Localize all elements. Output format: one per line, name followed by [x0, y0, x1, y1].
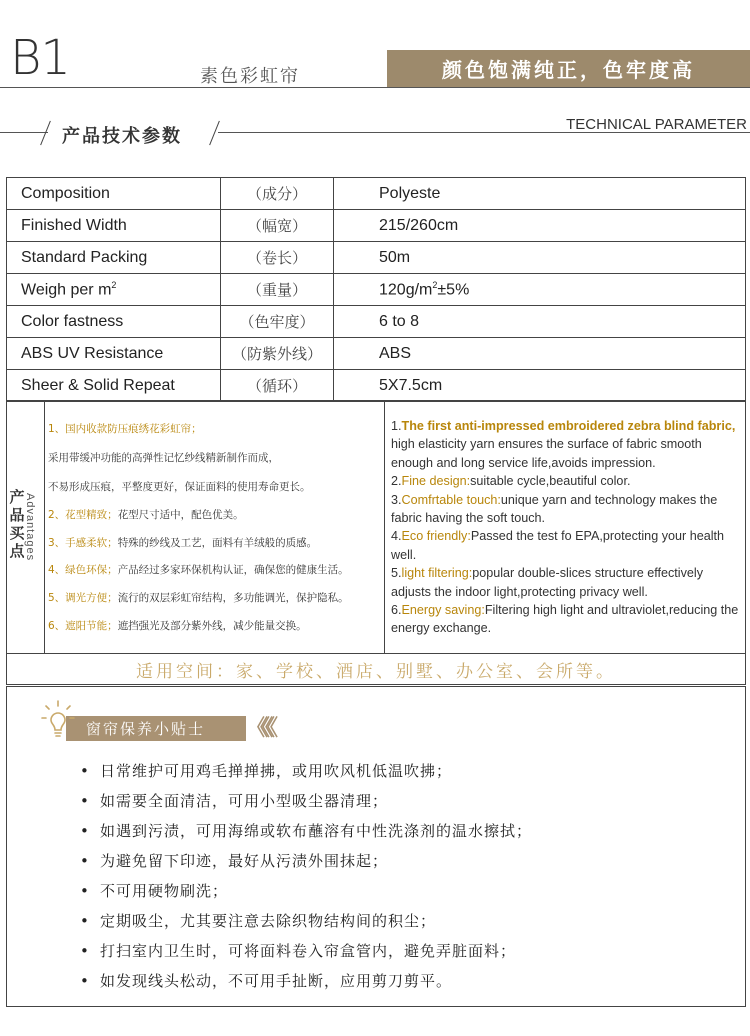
care-tip-item: • 为避免留下印迹，最好从污渍外围抹起；	[78, 846, 532, 876]
parameter-row	[7, 242, 746, 274]
parameter-row	[7, 306, 746, 338]
advantage-cn-item: 4、绿色环保；产品经过多家环保机构认证，确保您的健康生活。	[48, 564, 349, 576]
parameter-name: Sheer & Solid Repeat	[7, 370, 221, 402]
advantage-en-item: 1.The first anti-impressed embroidered zebra blind fabric, high elasticity yarn ensures the surface of fabric smooth enough and long service life,avoids impression.	[391, 419, 736, 470]
advantage-cn-item: 5、调光方便；流行的双层彩虹帘结构，多功能调光，保护隐私。	[48, 592, 349, 604]
section-slash	[40, 121, 51, 145]
parameter-name-cn: （重量）	[221, 274, 334, 306]
advantages-divider	[384, 400, 385, 654]
parameter-name: Weigh per $m^2$	[7, 274, 221, 306]
advantage-cn-item: 3、手感柔软；特殊的纱线及工艺，面料有羊绒般的质感。	[48, 537, 318, 549]
parameter-value: 50m	[334, 242, 746, 274]
advantage-en-item: 6.Energy saving:Filtering high light and ultraviolet,reducing the energy exchange.	[391, 603, 739, 636]
section-title-en: TECHNICAL PARAMETER	[566, 116, 747, 133]
parameter-name-cn: （成分）	[221, 178, 334, 210]
parameter-value: 215/260cm	[334, 210, 746, 242]
parameter-row	[7, 178, 746, 210]
parameter-row	[7, 210, 746, 242]
parameter-row	[7, 370, 746, 402]
parameter-name-cn: （卷长）	[221, 242, 334, 274]
advantage-cn-item: 6、遮阳节能；遮挡强光及部分紫外线，减少能量交换。	[48, 620, 307, 632]
advantage-cn-item: 1、国内收款防压痕绣花彩虹帘；	[48, 423, 202, 435]
applicable-spaces	[6, 654, 746, 685]
parameter-value: 5X7.5cm	[334, 370, 746, 402]
parameter-name-cn: （防紫外线）	[221, 338, 334, 370]
parameter-name: Composition	[7, 178, 221, 210]
advantage-cn-item: 采用带缓冲功能的高弹性记忆纱线精新制作而成，	[48, 452, 279, 464]
parameter-value: ABS	[334, 338, 746, 370]
parameter-name: ABS UV Resistance	[7, 338, 221, 370]
care-tip-item: • 定期吸尘，尤其要注意去除织物结构间的积尘；	[78, 906, 532, 936]
parameter-row	[7, 274, 746, 306]
advantage-cn-item: 不易形成压痕，平整度更好，保证面料的使用寿命更长。	[48, 481, 311, 493]
care-tip-item: • 如遇到污渍，可用海绵或软布蘸溶有中性洗涤剂的温水擦拭；	[78, 816, 532, 846]
section-title-cn: 产品技术参数	[62, 126, 182, 147]
parameter-name-cn: （幅宽）	[221, 210, 334, 242]
care-tip-item: • 如发现线头松动，不可用手扯断，应用剪刀剪平。	[78, 966, 532, 996]
header-divider	[0, 87, 750, 88]
parameter-name: Finished Width	[7, 210, 221, 242]
section-slash	[209, 121, 220, 145]
care-tips-title: 窗帘保养小贴士	[66, 716, 246, 741]
care-tip-item: • 日常维护可用鸡毛掸掸拂，或用吹风机低温吹拂；	[78, 756, 532, 786]
advantages-label-cn: 产 品 买 点	[9, 488, 25, 560]
section-divider-left	[0, 132, 48, 133]
advantages-label-en: Advantages	[24, 493, 36, 562]
advantages-en-list	[391, 417, 745, 638]
chevron-left-icon: 《《《	[246, 716, 273, 741]
care-tip-item: • 不可用硬物刷洗；	[78, 876, 532, 906]
parameter-table	[6, 177, 746, 402]
parameter-name-cn: （色牢度）	[221, 306, 334, 338]
care-tip-item: • 打扫室内卫生时，可将面料卷入帘盒管内，避免弄脏面料；	[78, 936, 532, 966]
advantage-en-item: 3.Comfrtable touch:unique yarn and technology makes the fabric having the soft touch.	[391, 492, 718, 526]
product-code: B1	[10, 30, 70, 86]
slogan-banner: 颜色饱满纯正，色牢度高	[387, 50, 750, 87]
advantage-en-item: 5.light filtering:popular double-slices structure effectively adjusts the indoor light,protecting privacy well.	[391, 566, 703, 599]
parameter-name: Standard Packing	[7, 242, 221, 274]
care-tips-list	[78, 756, 532, 996]
advantage-en-item: 4.Eco friendly:Passed the test fo EPA,protecting your health well.	[391, 529, 725, 562]
parameter-value: $120g/m^2\pm 5\%$	[334, 274, 746, 306]
applicable-spaces-text: 适用空间：家、学校、酒店、别墅、办公室、会所等。	[136, 661, 616, 682]
advantage-cn-item: 2、花型精致；花型尺寸适中，配色优美。	[48, 509, 244, 521]
parameter-name: Color fastness	[7, 306, 221, 338]
care-tip-item: • 如需要全面清洁，可用小型吸尘器清理；	[78, 786, 532, 816]
advantages-divider	[44, 400, 45, 654]
advantage-en-item: 2.Fine design:suitable cycle,beautiful color.	[391, 474, 631, 489]
parameter-row	[7, 338, 746, 370]
parameter-name-cn: （循环）	[221, 370, 334, 402]
parameter-value: 6 to 8	[334, 306, 746, 338]
lightbulb-icon	[40, 699, 76, 743]
parameter-value: Polyeste	[334, 178, 746, 210]
product-subtitle: 素色彩虹帘	[200, 66, 300, 87]
